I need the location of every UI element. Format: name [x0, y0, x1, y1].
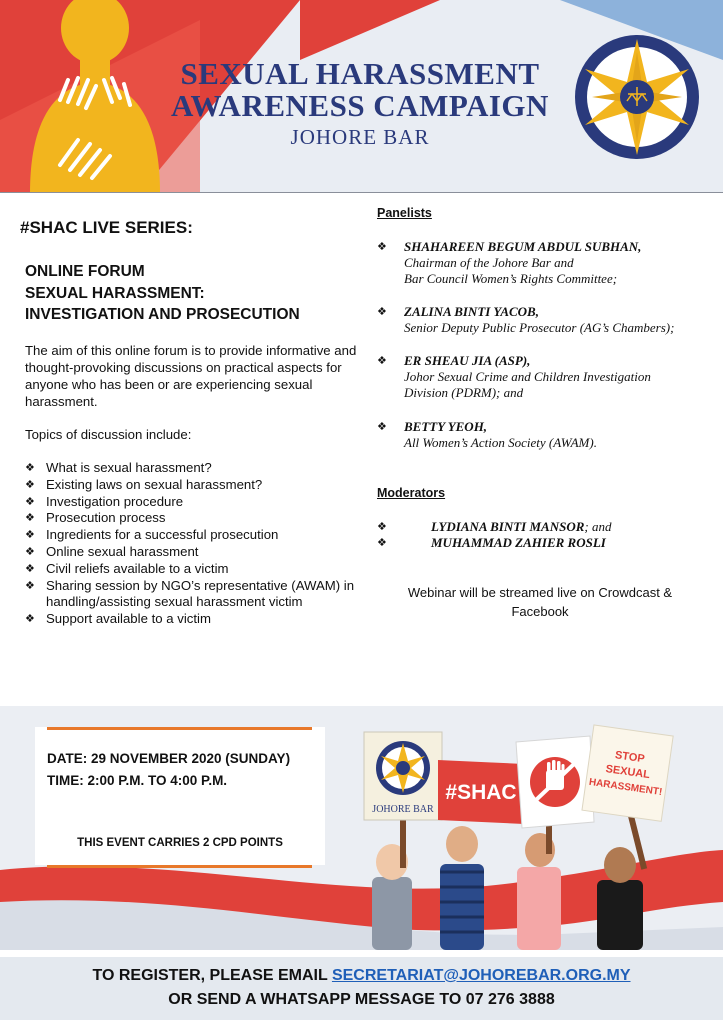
panelist-item	[377, 419, 717, 451]
moderator-suffix: ; and	[584, 519, 612, 534]
orange-rule	[47, 865, 312, 868]
topics-intro: Topics of discussion include:	[25, 427, 192, 442]
orange-rule	[47, 727, 312, 730]
list-item	[25, 460, 365, 477]
diamond-bullet-icon: ❖	[377, 240, 387, 253]
forum-title-line: INVESTIGATION AND PROSECUTION	[25, 306, 300, 323]
list-item	[25, 544, 365, 561]
topic-text: Online sexual harassment	[46, 543, 199, 559]
diamond-bullet-icon: ❖	[377, 420, 387, 433]
header-divider	[0, 192, 723, 193]
diamond-bullet-icon: ❖	[25, 512, 35, 525]
topic-text: Support available to a victim	[46, 611, 211, 627]
topic-text: Civil reliefs available to a victim	[46, 560, 229, 576]
topic-text: Ingredients for a successful prosecution	[46, 527, 279, 543]
event-banner	[0, 702, 723, 950]
placard-shac-text: #SHAC	[445, 781, 517, 804]
panelist-item	[377, 304, 717, 336]
topic-text: Sharing session by NGO’s representative (AWAM) in handling/assisting sexual harassment victim	[46, 577, 355, 610]
diamond-bullet-icon: ❖	[377, 305, 387, 318]
diamond-bullet-icon: ❖	[25, 562, 35, 575]
placard-logo-caption: JOHORE BAR	[372, 804, 434, 815]
panelist-name: ZALINA BINTI YACOB,	[404, 304, 539, 319]
johore-bar-placard	[364, 732, 442, 820]
register-line	[0, 957, 723, 988]
registration-footer	[0, 957, 723, 1020]
webinar-line: Webinar will be streamed live on Crowdcast &	[407, 585, 673, 600]
diamond-bullet-icon: ❖	[25, 613, 35, 626]
diamond-bullet-icon: ❖	[25, 529, 35, 542]
webinar-note	[385, 583, 695, 621]
stop-harassment-placard	[582, 725, 673, 821]
moderator-name: LYDIANA BINTI MANSOR	[431, 519, 585, 534]
diamond-bullet-icon: ❖	[25, 462, 35, 474]
moderators-heading: Moderators	[377, 486, 446, 500]
list-item	[25, 494, 365, 511]
panelist-item	[377, 239, 717, 287]
topic-text: Prosecution process	[46, 510, 166, 526]
list-item	[25, 477, 365, 494]
diamond-bullet-icon: ❖	[25, 545, 35, 558]
list-item	[25, 578, 365, 612]
panelist-role: Chairman of the Johore Bar and	[404, 255, 574, 270]
diamond-bullet-icon: ❖	[377, 354, 387, 367]
panelist-role: All Women’s Action Society (AWAM).	[404, 435, 597, 450]
topics-list	[25, 460, 365, 628]
panelist-name: ER SHEAU JIA (ASP),	[404, 353, 531, 368]
banner-title-line1: SEXUAL HARASSMENT	[180, 56, 540, 91]
list-item	[25, 527, 365, 544]
list-item	[25, 611, 365, 628]
list-item	[25, 510, 365, 527]
stop-line: SEXUAL	[604, 763, 651, 782]
whatsapp-line: OR SEND A WHATSAPP MESSAGE TO 07 276 3888	[168, 991, 555, 1008]
banner-subtitle: JOHORE BAR	[290, 125, 430, 149]
forum-title	[25, 261, 300, 326]
moderator-item	[377, 519, 717, 535]
panelist-role: Division (PDRM); and	[404, 385, 524, 400]
malaysian-bar-seal-icon	[575, 35, 699, 159]
stop-line: STOP	[614, 749, 646, 766]
topic-text: Investigation procedure	[46, 493, 184, 509]
forum-title-line: ONLINE FORUM	[25, 263, 145, 280]
topic-text: What is sexual harassment?	[46, 460, 212, 475]
moderator-item	[377, 535, 717, 551]
header-banner	[0, 0, 723, 193]
panelist-role: Senior Deputy Public Prosecutor (AG’s Chambers);	[404, 320, 675, 335]
register-email-link[interactable]: SECRETARIAT@JOHOREBAR.ORG.MY	[331, 967, 631, 984]
panelist-item	[377, 353, 717, 401]
stop-hand-placard	[516, 736, 594, 828]
cpd-note: THIS EVENT CARRIES 2 CPD POINTS	[77, 837, 283, 849]
panelists-heading: Panelists	[377, 206, 432, 220]
stop-line: HARASSMENT!	[588, 776, 663, 799]
topic-text: Existing laws on sexual harassment?	[46, 476, 263, 492]
panelist-role: Bar Council Women’s Rights Committee;	[404, 271, 618, 286]
event-time: TIME: 2:00 P.M. TO 4:00 P.M.	[47, 773, 228, 788]
shac-placard	[438, 760, 524, 824]
moderator-name: MUHAMMAD ZAHIER ROSLI	[431, 535, 606, 550]
panelist-name: BETTY YEOH,	[404, 419, 488, 434]
panelist-name: SHAHAREEN BEGUM ABDUL SUBHAN,	[404, 239, 642, 254]
register-prefix: TO REGISTER, PLEASE EMAIL	[92, 967, 332, 984]
aim-paragraph: The aim of this online forum is to provide informative and thought-provoking discussions on practical aspects for anyone who has been or are experiencing sexual harassment.	[25, 343, 357, 409]
event-date: DATE: 29 NOVEMBER 2020 (SUNDAY)	[47, 751, 291, 766]
panelist-role: Johor Sexual Crime and Children Investigation	[404, 369, 651, 384]
event-details-box	[35, 727, 325, 865]
list-item	[25, 561, 365, 578]
webinar-line: Facebook	[511, 604, 569, 619]
diamond-bullet-icon: ❖	[25, 478, 35, 491]
forum-title-line: SEXUAL HARASSMENT:	[25, 284, 205, 302]
diamond-bullet-icon: ❖	[25, 579, 35, 592]
malaysian-bar-seal-icon	[376, 741, 430, 795]
diamond-bullet-icon: ❖	[377, 520, 387, 533]
banner-title-line2: AWARENESS CAMPAIGN	[171, 88, 549, 123]
diamond-bullet-icon: ❖	[377, 536, 387, 549]
diamond-bullet-icon: ❖	[25, 495, 35, 508]
series-title: #SHAC LIVE SERIES:	[20, 218, 193, 237]
